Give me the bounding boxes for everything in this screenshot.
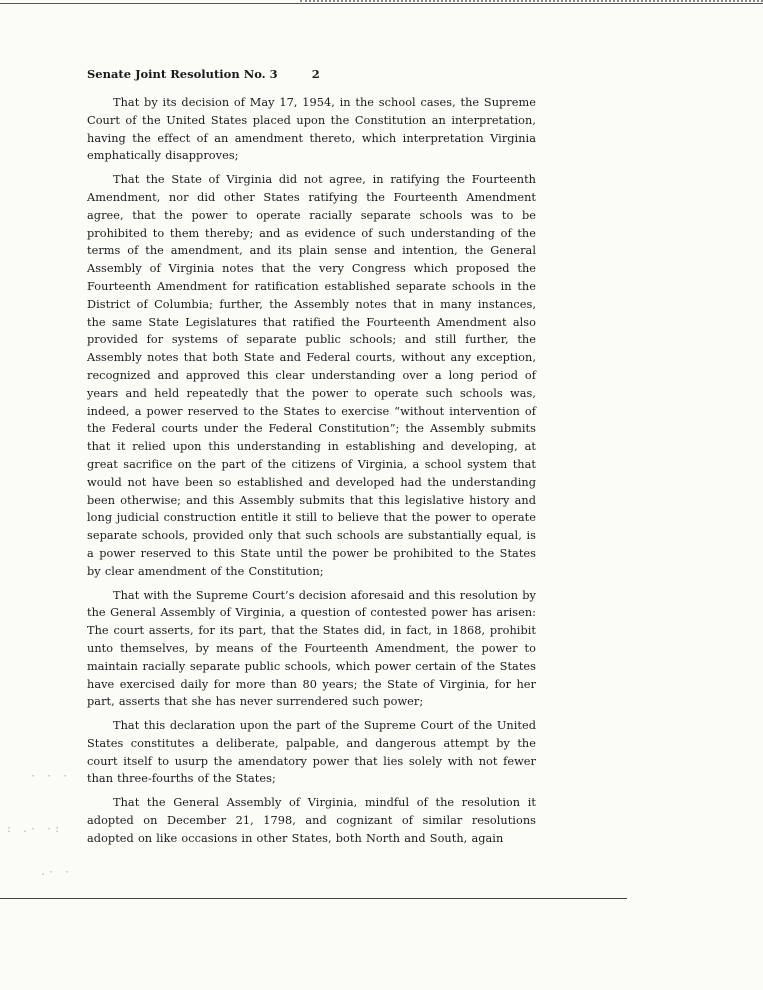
document-page <box>87 65 536 854</box>
paragraph-5: That the General Assembly of Virginia, mindful of the resolution it adopted on December 21, 1798, and cognizant of similar resolutions adopted on like occasions in other States, both North and South, again <box>87 796 536 845</box>
page-header <box>87 65 536 83</box>
paragraph-3: That with the Supreme Court’s decision aforesaid and this resolution by the General Assembly of Virginia, a question of contested power has arisen: The court asserts, for its part, that the States did, in fact, in 1868, prohibit unto themselves, by means of the Fourteenth Amendment, the power to maintain racially separate public schools, which power certain of the States have exercised daily for more than 80 years; the State of Virginia, for her part, asserts that she has never surrendered such power; <box>87 588 536 709</box>
paragraph-2: That the State of Virginia did not agree, in ratifying the Fourteenth Amendment, nor did other States ratifying the Fourteenth Amendment agree, that the power to operate racially separate schools was to be prohibited to them thereby; and as evidence of such understanding of the terms of the amendment, and its plain sense and intention, the General Assembly of Virginia notes that the very Congress which proposed the Fourteenth Amendment for ratification established separate schools in the District of Columbia; further, the Assembly notes that in many instances, the same State Legislatures that ratified the Fourteenth Amendment also provided for systems of separate public schools; and still further, the Assembly notes that both State and Federal courts, without any exception, recognized and approved this clear understanding over a long period of years and held repeatedly that the power to operate such schools was, indeed, a power reserved to the States to exercise “without intervention of the Federal courts under the Federal Constitution”; the Assembly submits that it relied upon this understanding in establishing and developing, at great sacrifice on the part of the citizens of Virginia, a school system that would not have been so established and developed had the understanding been otherwise; and this Assembly submits that this legislative history and long judicial construction entitle it still to believe that the power to operate separate schools, provided only that such schools are substantially equal, is a power reserved to this State until the power be prohibited to the States by clear amendment of the Constitution; <box>87 173 536 578</box>
paragraph-1: That by its decision of May 17, 1954, in the school cases, the Supreme Court of the United States placed upon the Constitution an interpretation, having the effect of an amendment thereto, which interpretation Virginia emphatically disapproves; <box>87 96 536 163</box>
margin-scan-mark: .· · <box>40 867 73 878</box>
resolution-title: Senate Joint Resolution No. 3 <box>87 67 278 81</box>
paragraph-4: That this declaration upon the part of the Supreme Court of the United States constitutes a deliberate, palpable, and dangerous attempt by the court itself to usurp the amendatory power that lies solely with not fewer than three-fourths of the States; <box>87 719 536 786</box>
bottom-edge-line <box>0 898 627 899</box>
top-edge-line <box>0 3 763 4</box>
page-number: 2 <box>311 67 320 81</box>
margin-scan-mark: : .· ·: <box>6 824 63 835</box>
top-edge-dotted-line <box>300 0 763 2</box>
margin-scan-mark: · · · <box>30 771 71 782</box>
